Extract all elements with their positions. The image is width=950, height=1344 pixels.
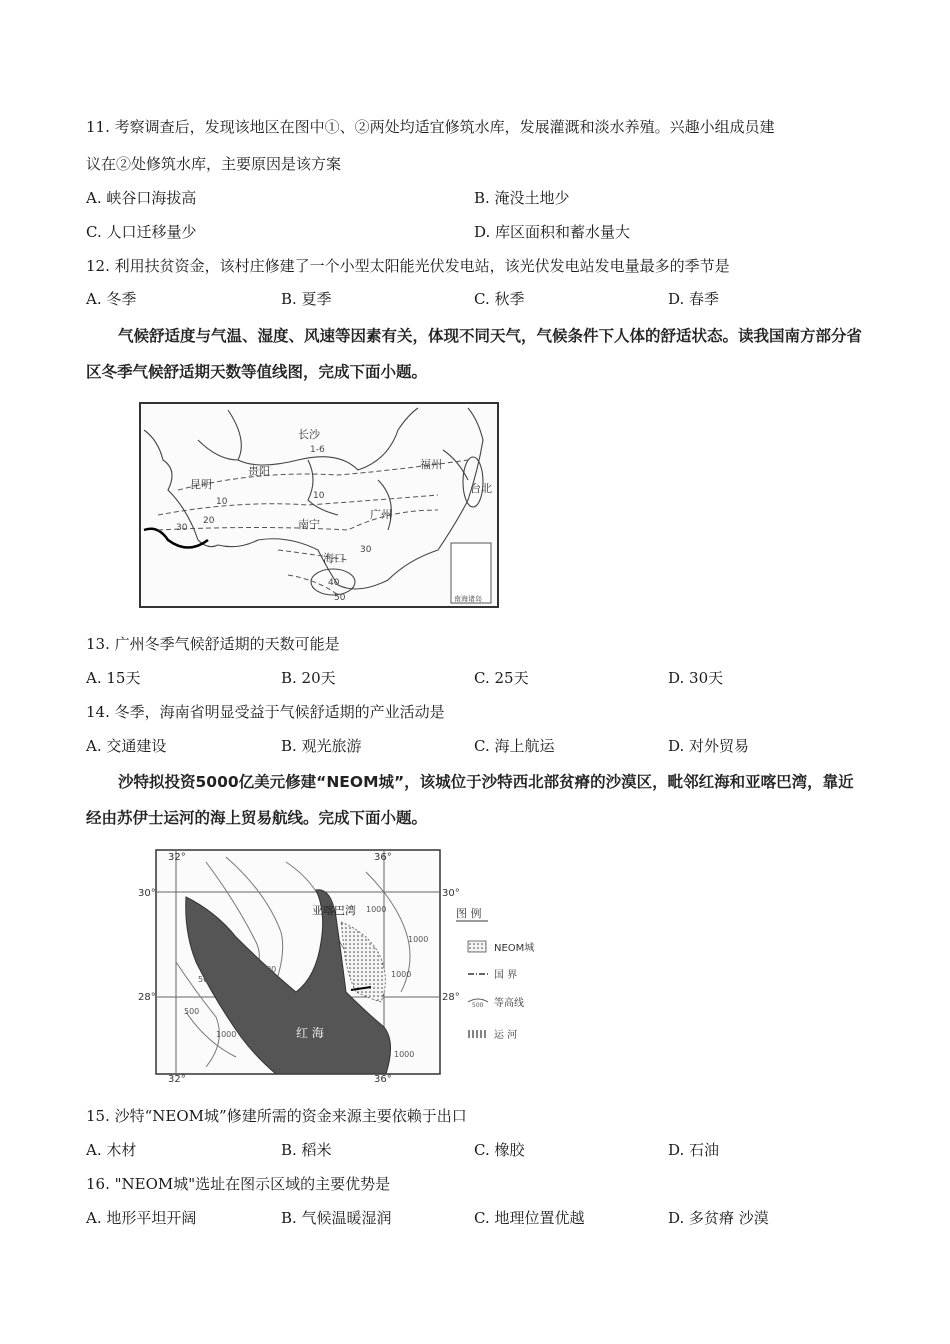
q13-option-c[interactable]: C. 25天 [474, 669, 529, 687]
contour-label-2: 1000 [408, 935, 429, 944]
neom-region-map [116, 842, 556, 1082]
q11-option-d[interactable]: D. 库区面积和蓄水量大 [474, 223, 631, 241]
q14-stem: 14. 冬季，海南省明显受益于气候舒适期的产业活动是 [86, 703, 445, 721]
city-haikou: 海口 [323, 552, 345, 565]
q16-stem: 16. "NEOM城"选址在图示区域的主要优势是 [86, 1175, 391, 1193]
passage-climate-comfort-text: 气候舒适度与气温、湿度、风速等因素有关，体现不同天气，气候条件下人体的舒适状态。读我国南方部分省区冬季气候舒适期天数等值线图，完成下面小题。 [86, 327, 863, 381]
q14-option-d[interactable]: D. 对外贸易 [668, 737, 750, 755]
q13-stem: 13. 广州冬季气候舒适期的天数可能是 [86, 635, 340, 653]
city-kunming: 昆明 [190, 478, 212, 491]
map-legend [456, 906, 534, 1041]
city-changsha: 长沙 [298, 428, 320, 441]
q14-option-a[interactable]: A. 交通建设 [86, 737, 167, 755]
lat-30-left: 30° [138, 888, 156, 899]
q14-option-b[interactable]: B. 观光旅游 [281, 737, 362, 755]
city-guiyang: 贵阳 [248, 465, 270, 478]
isoline-label-10a: 10 [216, 497, 228, 507]
south-sea-inset [451, 543, 491, 603]
passage-neom-text: 沙特拟投资5000亿美元修建“NEOM城”，该城位于沙特西北部贫瘠的沙漠区，毗邻红海和亚喀巴湾，靠近经由苏伊士运河的海上贸易航线。完成下面小题。 [86, 773, 854, 827]
q11-stem-line1: 11. 考察调查后，发现该地区在图中①、②两处均适宜修筑水库，发展灌溉和淡水养殖。兴趣小组成员建 [86, 118, 775, 136]
passage-climate-comfort [86, 318, 866, 390]
q15-option-c[interactable]: C. 橡胶 [474, 1141, 525, 1159]
legend-neom-swatch [468, 941, 486, 952]
isoline-label-20: 20 [203, 516, 215, 526]
q15-option-b[interactable]: B. 稻米 [281, 1141, 332, 1159]
lat-30-right: 30° [442, 888, 460, 899]
legend-title: 图 例 [456, 907, 482, 920]
isoline-label-30a: 30 [176, 523, 188, 533]
legend-contour: 等高线 [494, 998, 524, 1009]
q16-option-c[interactable]: C. 地理位置优越 [474, 1209, 585, 1227]
q16-option-a[interactable]: A. 地形平坦开阔 [86, 1209, 197, 1227]
q13-option-b[interactable]: B. 20天 [281, 669, 336, 687]
q14-option-c[interactable]: C. 海上航运 [474, 737, 555, 755]
q15-option-d[interactable]: D. 石油 [668, 1141, 720, 1159]
contour-label-1: 1000 [366, 905, 387, 914]
q11-option-a[interactable]: A. 峡谷口海拔高 [86, 189, 197, 207]
red-sea-label: 红 海 [296, 1026, 324, 1040]
city-guangzhou: 广州 [370, 508, 392, 521]
lon-36-top: 36° [374, 852, 392, 863]
isoline-label-40: 40 [328, 578, 340, 588]
passage-neom [86, 764, 866, 836]
q15-option-a[interactable]: A. 木材 [86, 1141, 137, 1159]
q15-stem: 15. 沙特“NEOM城”修建所需的资金来源主要依赖于出口 [86, 1107, 467, 1125]
q16-option-b[interactable]: B. 气候温暖湿润 [281, 1209, 392, 1227]
legend-canal: 运 河 [494, 1030, 518, 1041]
contour-label-4: 500 [198, 975, 214, 984]
legend-border: 国 界 [494, 970, 518, 981]
lon-32-top: 32° [168, 852, 186, 863]
south-china-comfort-map [138, 400, 502, 610]
city-nanning: 南宁 [298, 518, 320, 531]
lat-28-right: 28° [442, 992, 460, 1003]
lat-28-left: 28° [138, 992, 156, 1003]
isoline-label-10b: 10 [313, 491, 325, 501]
q12-stem: 12. 利用扶贫资金，该村庄修建了一个小型太阳能光伏发电站，该光伏发电站发电量最多的季节是 [86, 257, 730, 275]
legend-contour-sample: 500 [472, 1002, 484, 1009]
contour-label-3: 500 [261, 965, 277, 974]
q13-option-a[interactable]: A. 15天 [86, 669, 141, 687]
q12-option-d[interactable]: D. 春季 [668, 290, 720, 308]
legend-neom: NEOM城 [494, 943, 535, 954]
lon-32-bottom: 32° [168, 1074, 186, 1082]
contour-label-8: 1000 [394, 1050, 415, 1059]
q11-option-c[interactable]: C. 人口迁移量少 [86, 223, 197, 241]
q12-option-c[interactable]: C. 秋季 [474, 290, 525, 308]
contour-label-5: 1000 [216, 1030, 237, 1039]
q12-option-b[interactable]: B. 夏季 [281, 290, 332, 308]
isoline-label-50: 50 [334, 593, 346, 603]
lon-36-bottom: 36° [374, 1074, 392, 1082]
q11-stem-line2: 议在②处修筑水库，主要原因是该方案 [86, 155, 342, 173]
q11-option-b[interactable]: B. 淹没土地少 [474, 189, 570, 207]
inset-label: 南海诸岛 [454, 595, 482, 603]
contour-label-6: 1000 [391, 970, 412, 979]
city-taipei: 台北 [470, 482, 492, 495]
q12-option-a[interactable]: A. 冬季 [86, 290, 137, 308]
isoline-label-1-6: 1-6 [310, 445, 325, 455]
city-fuzhou: 福州 [420, 458, 442, 471]
isoline-label-30b: 30 [360, 545, 372, 555]
q13-option-d[interactable]: D. 30天 [668, 669, 724, 687]
legend-canal-swatch [469, 1030, 485, 1038]
gulf-of-aqaba-label: 亚喀巴湾 [312, 904, 356, 917]
q16-option-d[interactable]: D. 多贫瘠 沙漠 [668, 1209, 769, 1227]
contour-label-7: 500 [184, 1007, 200, 1016]
